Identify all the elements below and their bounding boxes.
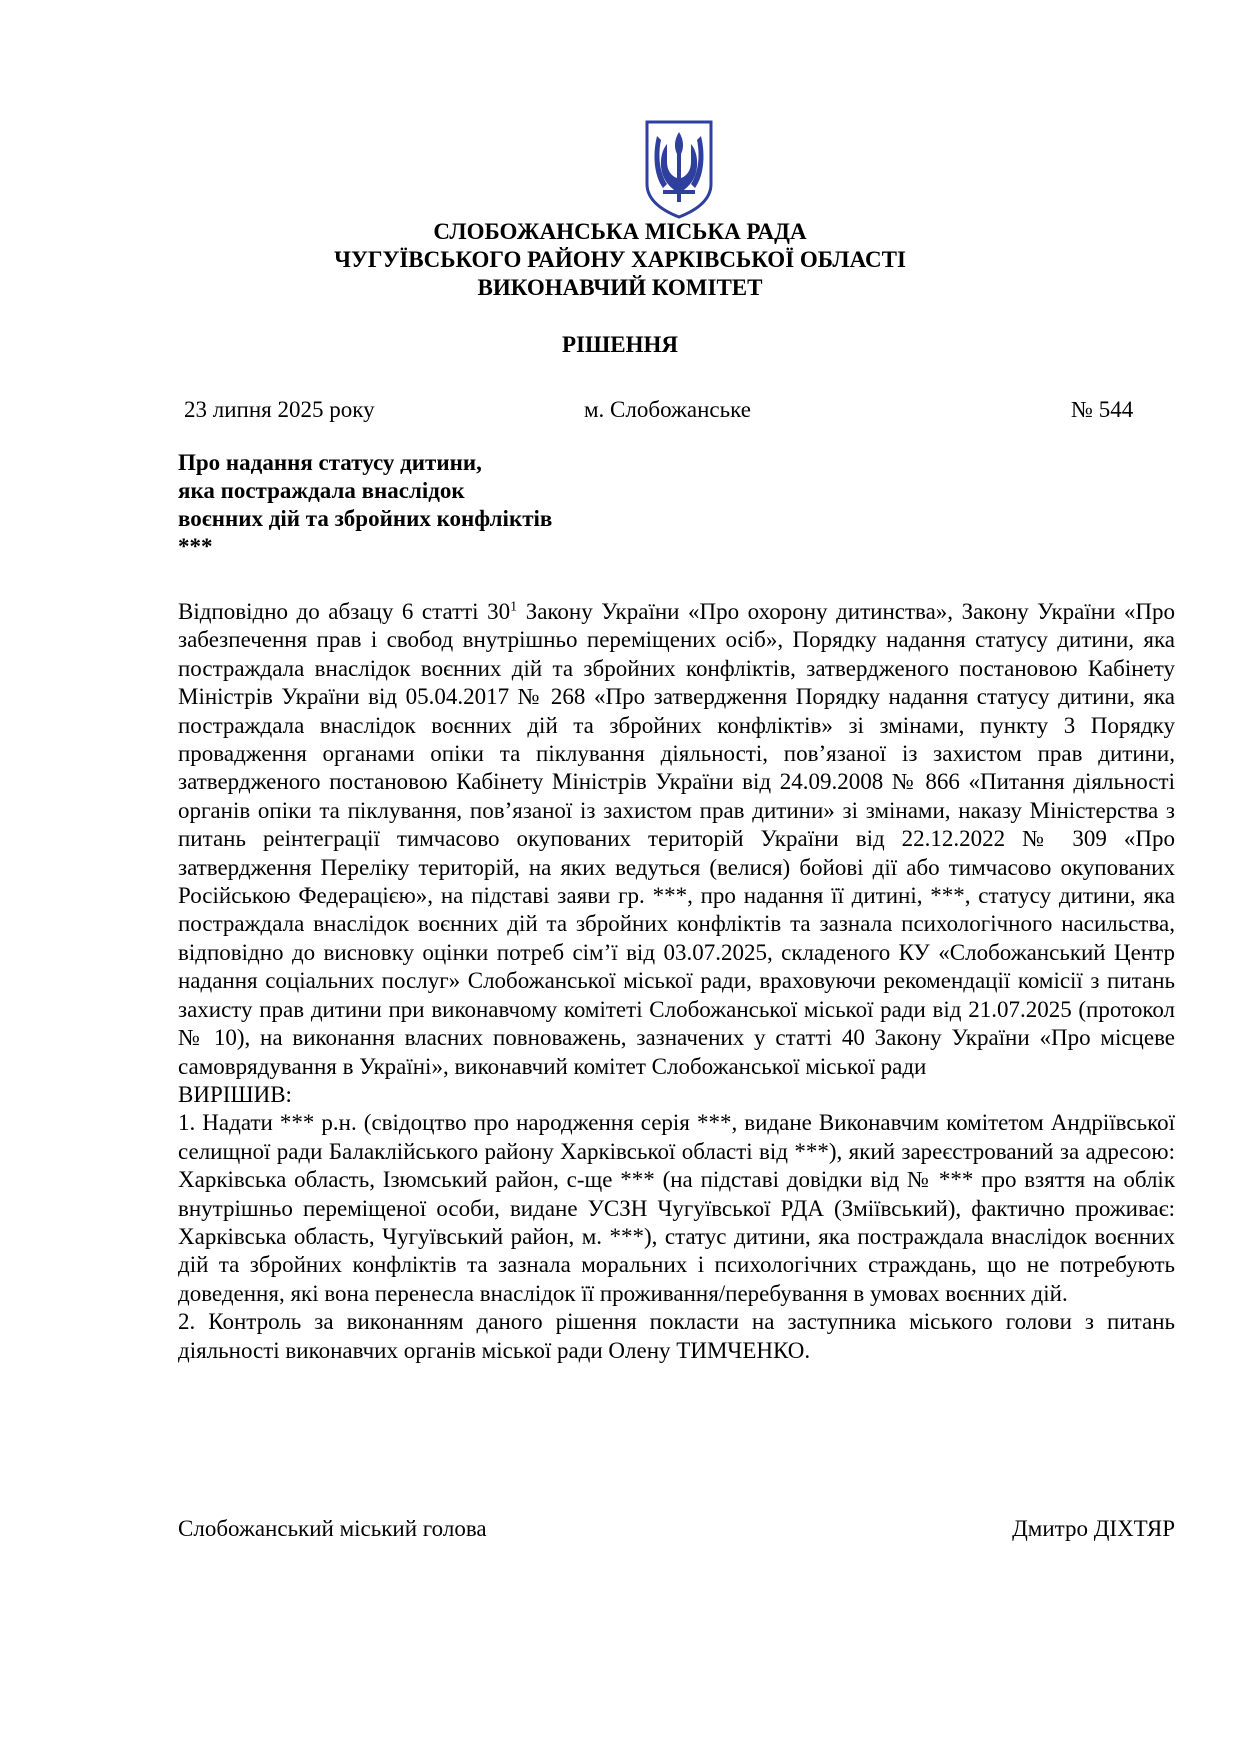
subject-line: Про надання статусу дитини, — [178, 450, 482, 475]
document-body — [178, 598, 1175, 1365]
decision-item-1: 1. Надати *** р.н. (свідоцтво про народження серія ***, видане Виконавчим комітетом Андріївської селищної ради Балаклійського району Харківської області від ***), який зареєстрований за адресою: Харківська область, Ізюмський район, с-ще *** (на підставі довідки від № *** про взяття на облік внутрішньо переміщеної особи, видане УСЗН Чугуївської РДА (Зміївський), фактично проживає: Харківська область, Чугуївський район, м. ***), статус дитини, яка постраждала внаслідок воєнних дій та збройних конфліктів та зазнала моральних і психологічних страждань, що не потребують доведення, які вона перенесла внаслідок її проживання/перебування в умовах воєнних дій. — [178, 1110, 1175, 1306]
committee-name: ВИКОНАВЧИЙ КОМІТЕТ — [477, 275, 763, 300]
subject-line: воєнних дій та збройних конфліктів — [178, 506, 553, 531]
district-name: ЧУГУЇВСЬКОГО РАЙОНУ ХАРКІВСЬКОЇ ОБЛАСТІ — [334, 247, 906, 272]
subject-line: яка постраждала внаслідок — [178, 478, 465, 503]
preamble-superscript: 1 — [510, 599, 518, 615]
coat-of-arms-icon — [643, 118, 715, 220]
preamble-paragraph — [178, 598, 1175, 1081]
signatory-position: Слобожанський міський голова — [178, 1516, 487, 1541]
decision-item-2: 2. Контроль за виконанням даного рішення покласти на заступника міського голови з питань діяльності виконавчих органів міської ради Олену ТИМЧЕНКО. — [178, 1309, 1175, 1363]
document-subject — [178, 449, 738, 561]
signatory-name: Дмитро ДІХТЯР — [1012, 1516, 1175, 1541]
document-date: 23 липня 2025 року — [184, 397, 375, 422]
subject-line: *** — [178, 534, 213, 559]
document-place: м. Слобожанське — [584, 397, 751, 422]
document-type: РІШЕННЯ — [562, 332, 678, 357]
council-name: СЛОБОЖАНСЬКА МІСЬКА РАДА — [433, 219, 807, 244]
preamble-text-rest: Закону України «Про охорону дитинства», Закону України «Про забезпечення прав і свобод внутрішньо переміщених осіб», Порядку надання статусу дитини, яка постраждала внаслідок воєнних дій та збройних конфліктів, затвердженого постановою Кабінету Міністрів України від 05.04.2017 № 268 «Про затвердження Порядку надання статусу дитини, яка постраждала внаслідок воєнних дій та збройних конфліктів» зі змінами, пункту 3 Порядку провадження органами опіки та піклування діяльності, пов’язаної із захистом прав дитини, затвердженого постановою Кабінету Міністрів України від 24.09.2008 № 866 «Питання діяльності органів опіки та піклування, пов’язаної із захистом прав дитини» зі змінами, наказу Міністерства з питань реінтеграції тимчасово окупованих територій України від 22.12.2022 № 309 «Про затвердження Переліку територій, на яких ведуться (велися) бойові дії або тимчасово окупованих Російською Федерацією», на підставі заяви гр. ***, про надання її дитині, ***, статусу дитини, яка постраждала внаслідок воєнних дій та збройних конфліктів та зазнала психологічного насильства, відповідно до висновку оцінки потреб сім’ї від 03.07.2025, складеного КУ «Слобожанський Центр надання соціальних послуг» Слобожанської міської ради, враховуючи рекомендації комісії з питань захисту прав дитини при виконавчому комітеті Слобожанської міської ради від 21.07.2025 (протокол № 10), на виконання власних повноважень, зазначених у статті 40 Закону України «Про місцеве самоврядування в Україні», виконавчий комітет Слобожанської міської ради — [178, 599, 1175, 1079]
document-number: № 544 — [1071, 397, 1134, 422]
preamble-text-start: Відповідно до абзацу 6 статті 30 — [178, 599, 511, 624]
resolved-heading: ВИРІШИВ: — [178, 1081, 292, 1107]
